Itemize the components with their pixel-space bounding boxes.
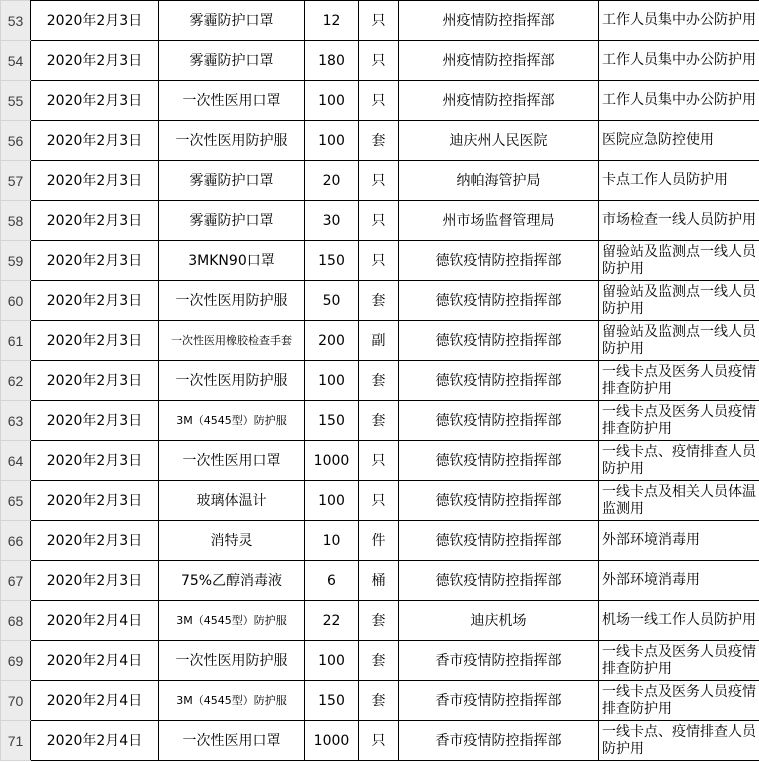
recipient-cell[interactable]: 香市疫情防控指挥部 [399,721,599,761]
table-row [1,201,759,241]
date-cell[interactable]: 2020年2月3日 [31,241,159,281]
quantity-cell[interactable]: 30 [305,201,359,241]
row-header[interactable]: 57 [1,161,31,201]
unit-cell[interactable]: 只 [359,721,399,761]
date-cell[interactable]: 2020年2月3日 [31,121,159,161]
unit-cell[interactable]: 套 [359,281,399,321]
table-row [1,81,759,121]
unit-cell[interactable]: 套 [359,641,399,681]
table-row [1,361,759,401]
purpose-cell[interactable]: 外部环境消毒用 [599,521,759,561]
date-cell[interactable]: 2020年2月3日 [31,201,159,241]
row-header[interactable]: 60 [1,281,31,321]
purpose-cell[interactable]: 留验站及监测点一线人员防护用 [599,241,759,281]
row-header[interactable]: 62 [1,361,31,401]
purpose-cell[interactable]: 一线卡点及医务人员疫情排查防护用 [599,681,759,721]
table-row [1,681,759,721]
table-row [1,41,759,81]
unit-cell[interactable]: 只 [359,201,399,241]
quantity-cell[interactable]: 12 [305,1,359,41]
purpose-cell[interactable]: 工作人员集中办公防护用 [599,81,759,121]
table-row [1,241,759,281]
quantity-cell[interactable]: 100 [305,641,359,681]
item-cell[interactable]: 3M（4545型）防护服 [159,401,305,441]
date-cell[interactable]: 2020年2月3日 [31,1,159,41]
quantity-cell[interactable]: 10 [305,521,359,561]
unit-cell[interactable]: 套 [359,601,399,641]
item-cell[interactable]: 3M（4545型）防护服 [159,601,305,641]
item-cell[interactable]: 一次性医用口罩 [159,81,305,121]
item-cell[interactable]: 一次性医用防护服 [159,121,305,161]
purpose-cell[interactable]: 一线卡点及医务人员疫情排查防护用 [599,641,759,681]
date-cell[interactable]: 2020年2月3日 [31,441,159,481]
recipient-cell[interactable]: 德钦疫情防控指挥部 [399,561,599,601]
row-header[interactable]: 70 [1,681,31,721]
purpose-cell[interactable]: 机场一线工作人员防护用 [599,601,759,641]
purpose-cell[interactable]: 留验站及监测点一线人员防护用 [599,321,759,361]
unit-cell[interactable]: 只 [359,241,399,281]
date-cell[interactable]: 2020年2月3日 [31,41,159,81]
unit-cell[interactable]: 件 [359,521,399,561]
recipient-cell[interactable]: 州疫情防控指挥部 [399,81,599,121]
date-cell[interactable]: 2020年2月4日 [31,721,159,761]
date-cell[interactable]: 2020年2月3日 [31,401,159,441]
unit-cell[interactable]: 桶 [359,561,399,601]
table-row [1,121,759,161]
unit-cell[interactable]: 套 [359,121,399,161]
recipient-cell[interactable]: 德钦疫情防控指挥部 [399,521,599,561]
quantity-cell[interactable]: 100 [305,481,359,521]
item-cell[interactable]: 3MKN90口罩 [159,241,305,281]
quantity-cell[interactable]: 20 [305,161,359,201]
item-cell[interactable]: 3M（4545型）防护服 [159,681,305,721]
quantity-cell[interactable]: 150 [305,241,359,281]
purpose-cell[interactable]: 一线卡点及相关人员体温监测用 [599,481,759,521]
quantity-cell[interactable]: 200 [305,321,359,361]
unit-cell[interactable]: 只 [359,1,399,41]
row-header[interactable]: 64 [1,441,31,481]
item-cell[interactable]: 75%乙醇消毒液 [159,561,305,601]
table-row [1,1,759,41]
purpose-cell[interactable]: 外部环境消毒用 [599,561,759,601]
unit-cell[interactable]: 套 [359,681,399,721]
row-header[interactable]: 56 [1,121,31,161]
purpose-cell[interactable]: 留验站及监测点一线人员防护用 [599,281,759,321]
item-cell[interactable]: 一次性医用口罩 [159,721,305,761]
table-row [1,481,759,521]
row-header[interactable]: 54 [1,41,31,81]
recipient-cell[interactable]: 德钦疫情防控指挥部 [399,361,599,401]
row-header[interactable]: 65 [1,481,31,521]
unit-cell[interactable]: 只 [359,41,399,81]
row-header[interactable]: 66 [1,521,31,561]
date-cell[interactable]: 2020年2月3日 [31,81,159,121]
recipient-cell[interactable]: 德钦疫情防控指挥部 [399,481,599,521]
purpose-cell[interactable]: 工作人员集中办公防护用 [599,1,759,41]
row-header[interactable]: 58 [1,201,31,241]
table-body [1,1,759,761]
quantity-cell[interactable]: 50 [305,281,359,321]
row-header[interactable]: 67 [1,561,31,601]
row-header[interactable]: 71 [1,721,31,761]
date-cell[interactable]: 2020年2月4日 [31,641,159,681]
purpose-cell[interactable]: 市场检查一线人员防护用 [599,201,759,241]
unit-cell[interactable]: 只 [359,161,399,201]
recipient-cell[interactable]: 德钦疫情防控指挥部 [399,401,599,441]
date-cell[interactable]: 2020年2月4日 [31,681,159,721]
item-cell[interactable]: 雾霾防护口罩 [159,161,305,201]
row-header[interactable]: 69 [1,641,31,681]
purpose-cell[interactable]: 工作人员集中办公防护用 [599,41,759,81]
row-header[interactable]: 55 [1,81,31,121]
table-row [1,561,759,601]
purpose-cell[interactable]: 医院应急防控使用 [599,121,759,161]
table-row [1,521,759,561]
date-cell[interactable]: 2020年2月3日 [31,321,159,361]
recipient-cell[interactable]: 德钦疫情防控指挥部 [399,281,599,321]
recipient-cell[interactable]: 德钦疫情防控指挥部 [399,241,599,281]
item-cell[interactable]: 玻璃体温计 [159,481,305,521]
recipient-cell[interactable]: 州疫情防控指挥部 [399,41,599,81]
recipient-cell[interactable]: 香市疫情防控指挥部 [399,641,599,681]
quantity-cell[interactable]: 180 [305,41,359,81]
item-cell[interactable]: 一次性医用防护服 [159,641,305,681]
date-cell[interactable]: 2020年2月3日 [31,281,159,321]
table-row [1,161,759,201]
item-cell[interactable]: 消特灵 [159,521,305,561]
recipient-cell[interactable]: 德钦疫情防控指挥部 [399,321,599,361]
unit-cell[interactable]: 副 [359,321,399,361]
date-cell[interactable]: 2020年2月3日 [31,561,159,601]
row-header[interactable]: 53 [1,1,31,41]
item-cell[interactable]: 雾霾防护口罩 [159,1,305,41]
purpose-cell[interactable]: 一线卡点、疫情排查人员防护用 [599,721,759,761]
recipient-cell[interactable]: 州市场监督管理局 [399,201,599,241]
unit-cell[interactable]: 只 [359,441,399,481]
quantity-cell[interactable]: 100 [305,121,359,161]
item-cell[interactable]: 一次性医用橡胶检查手套 [159,321,305,361]
date-cell[interactable]: 2020年2月3日 [31,361,159,401]
quantity-cell[interactable]: 1000 [305,721,359,761]
table-row [1,281,759,321]
row-header[interactable]: 59 [1,241,31,281]
item-cell[interactable]: 雾霾防护口罩 [159,41,305,81]
date-cell[interactable]: 2020年2月3日 [31,481,159,521]
purpose-cell[interactable]: 一线卡点及医务人员疫情排查防护用 [599,361,759,401]
unit-cell[interactable]: 套 [359,401,399,441]
purpose-cell[interactable]: 卡点工作人员防护用 [599,161,759,201]
date-cell[interactable]: 2020年2月3日 [31,161,159,201]
table-row [1,441,759,481]
recipient-cell[interactable]: 德钦疫情防控指挥部 [399,441,599,481]
row-header[interactable]: 61 [1,321,31,361]
date-cell[interactable]: 2020年2月3日 [31,521,159,561]
recipient-cell[interactable]: 州疫情防控指挥部 [399,1,599,41]
quantity-cell[interactable]: 150 [305,681,359,721]
quantity-cell[interactable]: 22 [305,601,359,641]
date-cell[interactable]: 2020年2月4日 [31,601,159,641]
recipient-cell[interactable]: 纳帕海管护局 [399,161,599,201]
table-row [1,641,759,681]
unit-cell[interactable]: 只 [359,81,399,121]
table-row [1,401,759,441]
row-header[interactable]: 63 [1,401,31,441]
row-header[interactable]: 68 [1,601,31,641]
recipient-cell[interactable]: 香市疫情防控指挥部 [399,681,599,721]
item-cell[interactable]: 雾霾防护口罩 [159,201,305,241]
unit-cell[interactable]: 套 [359,361,399,401]
table-row [1,601,759,641]
unit-cell[interactable]: 只 [359,481,399,521]
item-cell[interactable]: 一次性医用口罩 [159,441,305,481]
item-cell[interactable]: 一次性医用防护服 [159,281,305,321]
quantity-cell[interactable]: 100 [305,361,359,401]
recipient-cell[interactable]: 迪庆州人民医院 [399,121,599,161]
table-row [1,721,759,761]
purpose-cell[interactable]: 一线卡点、疫情排查人员防护用 [599,441,759,481]
quantity-cell[interactable]: 150 [305,401,359,441]
item-cell[interactable]: 一次性医用防护服 [159,361,305,401]
purpose-cell[interactable]: 一线卡点及医务人员疫情排查防护用 [599,401,759,441]
quantity-cell[interactable]: 100 [305,81,359,121]
quantity-cell[interactable]: 1000 [305,441,359,481]
table-row [1,321,759,361]
quantity-cell[interactable]: 6 [305,561,359,601]
recipient-cell[interactable]: 迪庆机场 [399,601,599,641]
